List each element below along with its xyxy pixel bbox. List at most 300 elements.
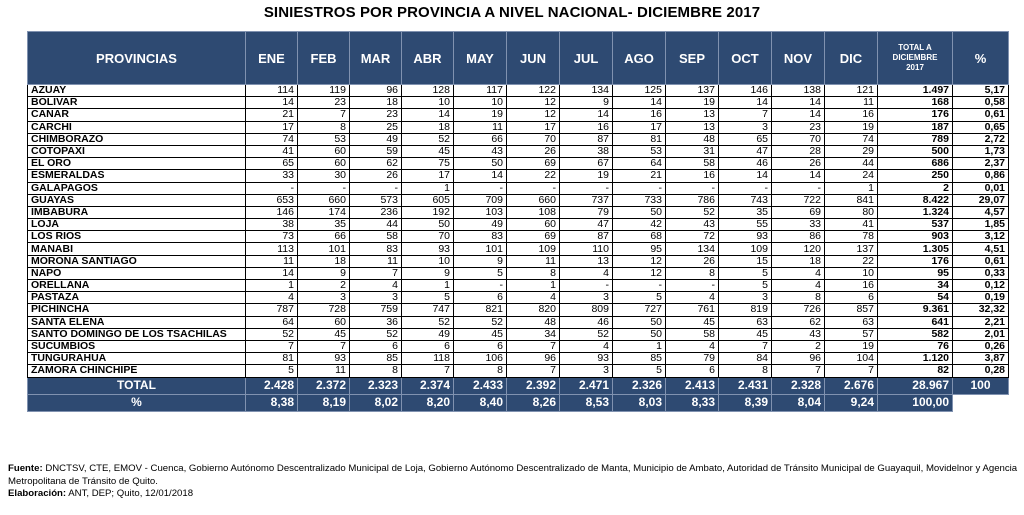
month-value: 13	[666, 121, 719, 133]
table-row	[28, 97, 1009, 109]
header-total-line3: 2017	[906, 63, 924, 72]
month-value: 46	[719, 158, 772, 170]
month-value: 16	[560, 121, 613, 133]
month-value: 33	[246, 170, 298, 182]
month-value: 11	[246, 255, 298, 267]
page-title: SINIESTROS POR PROVINCIA A NIVEL NACIONAL- DICIEMBRE 2017	[263, 4, 761, 21]
month-value: 43	[772, 328, 825, 340]
month-value: 5	[719, 280, 772, 292]
province-total: 903	[878, 231, 953, 243]
month-value: 85	[350, 353, 402, 365]
province-pct: 0,28	[953, 365, 1009, 377]
table-row	[28, 243, 1009, 255]
month-value: 11	[298, 365, 350, 377]
month-value: 86	[772, 231, 825, 243]
month-value: 49	[402, 328, 454, 340]
month-value: 1	[402, 182, 454, 194]
month-value: 106	[454, 353, 507, 365]
month-value: -	[719, 182, 772, 194]
month-value: 55	[719, 219, 772, 231]
month-value: -	[560, 182, 613, 194]
elaboracion-label: Elaboración:	[8, 488, 67, 499]
month-value: 50	[454, 158, 507, 170]
month-value: 29	[825, 145, 878, 157]
header-provincias: PROVINCIAS	[28, 32, 246, 85]
province-pct: 4,51	[953, 243, 1009, 255]
month-value: 73	[246, 231, 298, 243]
month-value: 6	[825, 292, 878, 304]
grand-pct: 100	[953, 377, 1009, 394]
month-value: 7	[772, 365, 825, 377]
province-name: COTOPAXI	[28, 145, 246, 157]
province-name: PASTAZA	[28, 292, 246, 304]
month-value: 16	[825, 109, 878, 121]
month-value: 64	[613, 158, 666, 170]
pct-empty-cell	[953, 394, 1009, 411]
month-value: 236	[350, 206, 402, 218]
province-total: 500	[878, 145, 953, 157]
header-month: FEB	[298, 32, 350, 85]
month-value: 820	[507, 304, 560, 316]
month-value: 14	[772, 109, 825, 121]
total-month-value: 2.431	[719, 377, 772, 394]
month-value: 19	[560, 170, 613, 182]
elaboracion-note	[8, 488, 1018, 501]
table-row	[28, 158, 1009, 170]
month-value: 59	[350, 145, 402, 157]
month-value: 70	[402, 231, 454, 243]
month-value: 14	[772, 170, 825, 182]
total-month-value: 2.328	[772, 377, 825, 394]
month-value: 68	[613, 231, 666, 243]
total-month-value: 2.372	[298, 377, 350, 394]
month-value: 7	[246, 340, 298, 352]
header-month: MAY	[454, 32, 507, 85]
month-value: 52	[350, 328, 402, 340]
month-value: 573	[350, 194, 402, 206]
province-name: CARCHI	[28, 121, 246, 133]
province-total: 176	[878, 109, 953, 121]
month-value: 1	[613, 340, 666, 352]
province-pct: 5,17	[953, 85, 1009, 97]
month-value: 19	[666, 97, 719, 109]
month-value: 109	[507, 243, 560, 255]
total-month-value: 2.433	[454, 377, 507, 394]
month-value: 17	[507, 121, 560, 133]
month-value: 19	[454, 109, 507, 121]
province-total: 641	[878, 316, 953, 328]
month-value: 44	[350, 219, 402, 231]
month-value: 605	[402, 194, 454, 206]
elaboracion-text: ANT, DEP; Quito, 12/01/2018	[68, 488, 194, 499]
header-month: ENE	[246, 32, 298, 85]
month-value: 25	[350, 121, 402, 133]
month-value: 7	[825, 365, 878, 377]
table-row	[28, 206, 1009, 218]
month-value: 3	[560, 292, 613, 304]
province-name: ORELLANA	[28, 280, 246, 292]
month-value: 119	[298, 85, 350, 97]
month-value: -	[666, 182, 719, 194]
header-month: JUN	[507, 32, 560, 85]
month-value: 48	[507, 316, 560, 328]
month-value: 2	[772, 340, 825, 352]
month-value: 96	[350, 85, 402, 97]
month-value: 96	[507, 353, 560, 365]
province-total: 2	[878, 182, 953, 194]
month-value: 14	[719, 170, 772, 182]
month-value: 726	[772, 304, 825, 316]
month-value: 62	[772, 316, 825, 328]
total-month-value: 2.413	[666, 377, 719, 394]
month-value: 121	[825, 85, 878, 97]
province-name: SUCUMBIOS	[28, 340, 246, 352]
province-pct: 2,01	[953, 328, 1009, 340]
month-value: 69	[507, 158, 560, 170]
month-value: 57	[825, 328, 878, 340]
month-value: 174	[298, 206, 350, 218]
month-value: 8	[666, 267, 719, 279]
month-value: 8	[507, 267, 560, 279]
pct-month-value: 8,26	[507, 394, 560, 411]
province-name: BOLIVAR	[28, 97, 246, 109]
month-value: 23	[350, 109, 402, 121]
table-row	[28, 182, 1009, 194]
header-total	[878, 32, 953, 85]
table-row	[28, 133, 1009, 145]
month-value: 11	[507, 255, 560, 267]
month-value: -	[613, 182, 666, 194]
month-value: 9	[560, 97, 613, 109]
month-value: 10	[402, 255, 454, 267]
month-value: 41	[825, 219, 878, 231]
month-value: 70	[507, 133, 560, 145]
month-value: 52	[402, 316, 454, 328]
month-value: 13	[666, 109, 719, 121]
province-pct: 0,86	[953, 170, 1009, 182]
month-value: 44	[825, 158, 878, 170]
month-value: 26	[350, 170, 402, 182]
month-value: 4	[507, 292, 560, 304]
province-total: 34	[878, 280, 953, 292]
month-value: 18	[402, 121, 454, 133]
header-month: MAR	[350, 32, 402, 85]
month-value: 7	[507, 365, 560, 377]
month-value: 809	[560, 304, 613, 316]
month-value: 66	[454, 133, 507, 145]
month-value: 7	[507, 340, 560, 352]
month-value: 737	[560, 194, 613, 206]
month-value: 709	[454, 194, 507, 206]
month-value: -	[613, 280, 666, 292]
province-total: 54	[878, 292, 953, 304]
pct-month-value: 9,24	[825, 394, 878, 411]
month-value: 74	[825, 133, 878, 145]
total-month-value: 2.323	[350, 377, 402, 394]
month-value: 52	[402, 133, 454, 145]
month-value: 87	[560, 133, 613, 145]
month-value: 110	[560, 243, 613, 255]
month-value: 50	[613, 328, 666, 340]
month-value: 93	[402, 243, 454, 255]
month-value: 63	[825, 316, 878, 328]
month-value: 104	[825, 353, 878, 365]
month-value: 81	[246, 353, 298, 365]
table-body	[28, 85, 1009, 412]
month-value: 5	[402, 292, 454, 304]
table-row	[28, 145, 1009, 157]
month-value: 6	[666, 365, 719, 377]
month-value: 60	[298, 316, 350, 328]
header-month: DIC	[825, 32, 878, 85]
total-month-value: 2.392	[507, 377, 560, 394]
province-pct: 2,72	[953, 133, 1009, 145]
header-month: OCT	[719, 32, 772, 85]
month-value: 80	[825, 206, 878, 218]
table-row	[28, 292, 1009, 304]
month-value: 47	[719, 145, 772, 157]
header-total-line2: DICIEMBRE	[892, 53, 938, 62]
month-value: 93	[298, 353, 350, 365]
table-row	[28, 219, 1009, 231]
month-value: 60	[507, 219, 560, 231]
month-value: 72	[666, 231, 719, 243]
table-row	[28, 340, 1009, 352]
month-value: 85	[613, 353, 666, 365]
province-pct: 0,33	[953, 267, 1009, 279]
month-value: 6	[350, 340, 402, 352]
month-value: 660	[507, 194, 560, 206]
month-value: 4	[666, 340, 719, 352]
province-name: PICHINCHA	[28, 304, 246, 316]
month-value: 83	[350, 243, 402, 255]
province-pct: 0,65	[953, 121, 1009, 133]
month-value: 8	[772, 292, 825, 304]
month-value: 8	[719, 365, 772, 377]
table-row	[28, 328, 1009, 340]
month-value: 137	[666, 85, 719, 97]
grand-total: 28.967	[878, 377, 953, 394]
month-value: -	[772, 182, 825, 194]
province-name: CHIMBORAZO	[28, 133, 246, 145]
month-value: 43	[454, 145, 507, 157]
month-value: 109	[719, 243, 772, 255]
month-value: 1	[402, 280, 454, 292]
province-total: 76	[878, 340, 953, 352]
province-total: 8.422	[878, 194, 953, 206]
month-value: 16	[613, 109, 666, 121]
header-month: JUL	[560, 32, 613, 85]
month-value: 64	[246, 316, 298, 328]
month-value: 5	[719, 267, 772, 279]
month-value: 45	[666, 316, 719, 328]
month-value: 24	[825, 170, 878, 182]
month-value: 50	[613, 206, 666, 218]
month-value: 743	[719, 194, 772, 206]
month-value: 4	[246, 292, 298, 304]
province-pct: 0,61	[953, 109, 1009, 121]
province-pct: 0,12	[953, 280, 1009, 292]
month-value: 53	[298, 133, 350, 145]
province-name: SANTA ELENA	[28, 316, 246, 328]
month-value: 10	[825, 267, 878, 279]
province-pct: 29,07	[953, 194, 1009, 206]
month-value: 69	[507, 231, 560, 243]
header-pct: %	[953, 32, 1009, 85]
province-name: ESMERALDAS	[28, 170, 246, 182]
month-value: 14	[613, 97, 666, 109]
month-value: 38	[560, 145, 613, 157]
total-label: TOTAL	[28, 377, 246, 394]
month-value: 12	[507, 109, 560, 121]
month-value: 79	[560, 206, 613, 218]
month-value: 3	[719, 121, 772, 133]
province-total: 95	[878, 267, 953, 279]
month-value: 26	[666, 255, 719, 267]
month-value: 46	[560, 316, 613, 328]
month-value: 722	[772, 194, 825, 206]
province-name: GALAPAGOS	[28, 182, 246, 194]
month-value: 22	[825, 255, 878, 267]
table-row	[28, 170, 1009, 182]
month-value: 47	[560, 219, 613, 231]
province-pct: 0,61	[953, 255, 1009, 267]
header-month: NOV	[772, 32, 825, 85]
month-value: 8	[350, 365, 402, 377]
month-value: 786	[666, 194, 719, 206]
month-value: 3	[719, 292, 772, 304]
month-value: 26	[772, 158, 825, 170]
province-pct: 1,73	[953, 145, 1009, 157]
month-value: 15	[719, 255, 772, 267]
month-value: 146	[246, 206, 298, 218]
pct-month-value: 8,38	[246, 394, 298, 411]
month-value: 5	[613, 365, 666, 377]
month-value: 42	[613, 219, 666, 231]
month-value: 134	[666, 243, 719, 255]
month-value: 62	[350, 158, 402, 170]
total-month-value: 2.374	[402, 377, 454, 394]
month-value: 22	[507, 170, 560, 182]
total-month-value: 2.428	[246, 377, 298, 394]
month-value: 1	[507, 280, 560, 292]
province-total: 789	[878, 133, 953, 145]
month-value: 53	[613, 145, 666, 157]
table-row	[28, 121, 1009, 133]
month-value: 117	[454, 85, 507, 97]
month-value: 13	[560, 255, 613, 267]
month-value: 138	[772, 85, 825, 97]
month-value: 653	[246, 194, 298, 206]
total-month-value: 2.326	[613, 377, 666, 394]
month-value: 14	[719, 97, 772, 109]
month-value: 7	[719, 109, 772, 121]
month-value: 33	[772, 219, 825, 231]
month-value: 84	[719, 353, 772, 365]
month-value: 125	[613, 85, 666, 97]
province-name: TUNGURAHUA	[28, 353, 246, 365]
month-value: 819	[719, 304, 772, 316]
month-value: 118	[402, 353, 454, 365]
pct-month-value: 8,33	[666, 394, 719, 411]
month-value: 192	[402, 206, 454, 218]
table-row	[28, 365, 1009, 377]
month-value: 4	[560, 340, 613, 352]
month-value: 7	[298, 340, 350, 352]
fuente-text: DNCTSV, CTE, EMOV - Cuenca, Gobierno Autónomo Descentralizado Municipal de Loja, Gobierno Autónomo Descentralizado de Manta, Municipio de Ambato, Autoridad de Tránsito Municipal de Guayaquil, Movidelnor y Agencia Metropolitana de Tránsito de Quito.	[8, 463, 1018, 487]
month-value: 81	[613, 133, 666, 145]
month-value: 6	[402, 340, 454, 352]
pct-label: %	[28, 394, 246, 411]
month-value: 50	[613, 316, 666, 328]
province-pct: 0,19	[953, 292, 1009, 304]
pct-month-value: 8,53	[560, 394, 613, 411]
pct-row	[28, 394, 1009, 411]
month-value: 16	[825, 280, 878, 292]
table-row	[28, 231, 1009, 243]
pct-month-value: 8,04	[772, 394, 825, 411]
month-value: 120	[772, 243, 825, 255]
month-value: 16	[666, 170, 719, 182]
month-value: 45	[402, 145, 454, 157]
table-row	[28, 304, 1009, 316]
footer	[8, 463, 1018, 501]
month-value: 18	[772, 255, 825, 267]
province-total: 82	[878, 365, 953, 377]
month-value: 43	[666, 219, 719, 231]
province-name: GUAYAS	[28, 194, 246, 206]
month-value: 21	[613, 170, 666, 182]
month-value: 67	[560, 158, 613, 170]
header-total-line1: TOTAL A	[898, 43, 932, 52]
province-name: EL ORO	[28, 158, 246, 170]
month-value: 14	[454, 170, 507, 182]
month-value: 58	[350, 231, 402, 243]
month-value: 113	[246, 243, 298, 255]
province-name: LOJA	[28, 219, 246, 231]
month-value: 58	[666, 328, 719, 340]
month-value: 52	[246, 328, 298, 340]
month-value: 95	[613, 243, 666, 255]
month-value: 12	[613, 255, 666, 267]
pct-month-value: 8,02	[350, 394, 402, 411]
month-value: 74	[246, 133, 298, 145]
pct-month-value: 8,20	[402, 394, 454, 411]
month-value: 45	[298, 328, 350, 340]
month-value: 146	[719, 85, 772, 97]
month-value: 23	[772, 121, 825, 133]
province-name: MANABI	[28, 243, 246, 255]
month-value: -	[298, 182, 350, 194]
month-value: 7	[719, 340, 772, 352]
month-value: 14	[246, 97, 298, 109]
pct-month-value: 8,03	[613, 394, 666, 411]
month-value: 49	[350, 133, 402, 145]
month-value: 14	[246, 267, 298, 279]
month-value: 7	[402, 365, 454, 377]
total-month-value: 2.471	[560, 377, 613, 394]
month-value: 75	[402, 158, 454, 170]
month-value: 134	[560, 85, 613, 97]
month-value: 122	[507, 85, 560, 97]
month-value: 45	[719, 328, 772, 340]
month-value: 114	[246, 85, 298, 97]
month-value: 5	[246, 365, 298, 377]
month-value: 1	[825, 182, 878, 194]
month-value: 58	[666, 158, 719, 170]
month-value: 17	[613, 121, 666, 133]
province-name: MORONA SANTIAGO	[28, 255, 246, 267]
